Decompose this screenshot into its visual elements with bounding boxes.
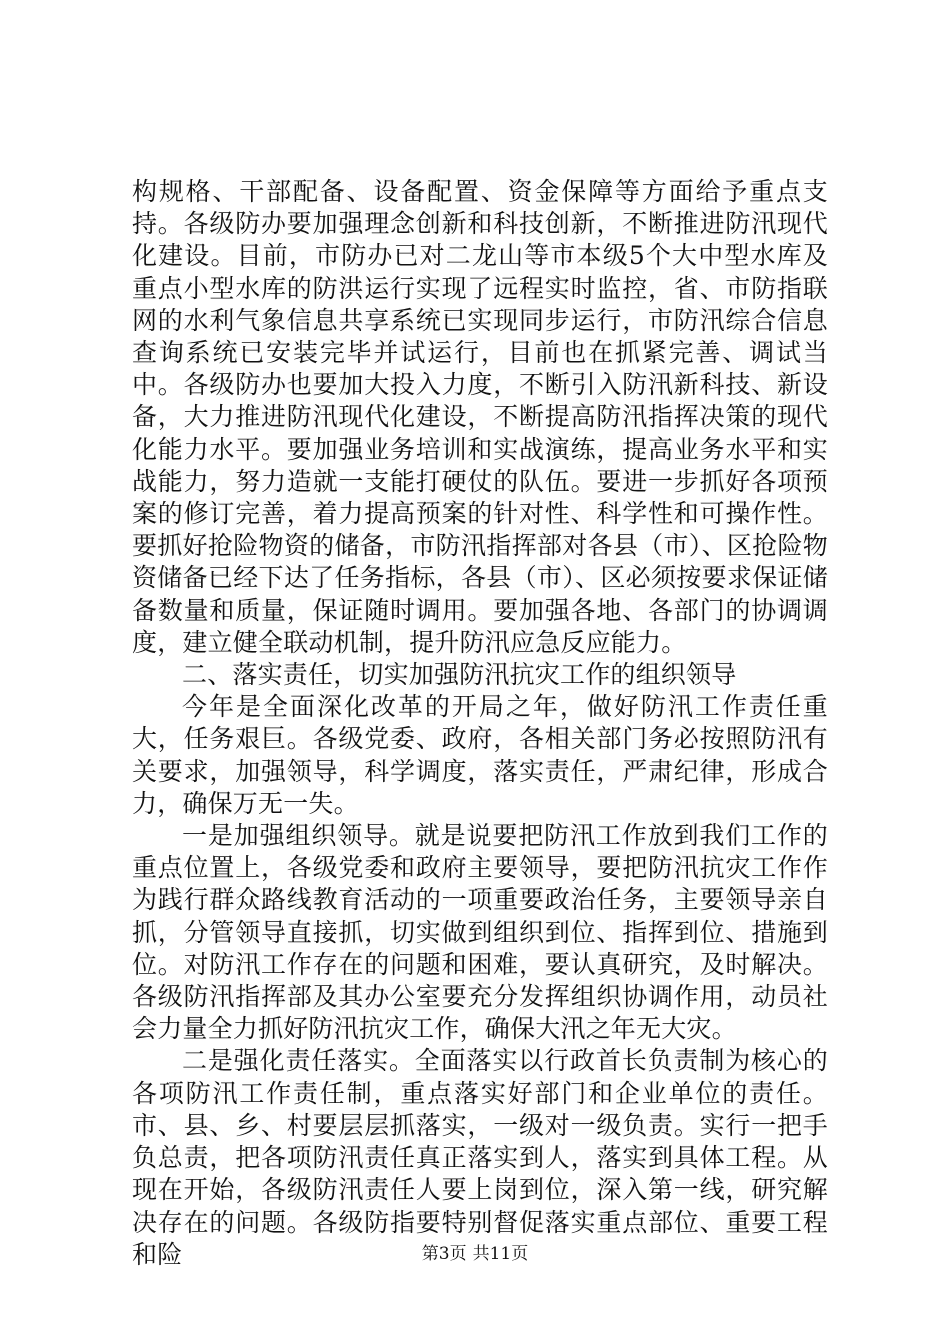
page-total: 共11页 bbox=[472, 1244, 529, 1264]
section-heading-2: 二、落实责任，切实加强防汛抗灾工作的组织领导 bbox=[182, 660, 737, 690]
page-footer bbox=[0, 1244, 950, 1264]
paragraph-4: 一是加强组织领导。就是说要把防汛工作放到我们工作的重点位置上，各级党委和政府主要领导，要把防汛抗灾工作作为践行群众路线教育活动的一项重要政治任务，主要领导亲自抓，分管领导直接抓，切实做到组织到位、指挥到位、措施到位。对防汛工作存在的问题和困难，要认真研究，及时解决。各级防汛指挥部及其办公室要充分发挥组织协调作用，动员社会力量全力抓好防汛抗灾工作，确保大汛之年无大灾。 bbox=[132, 821, 828, 1044]
paragraph-5: 二是强化责任落实。全面落实以行政首长负责制为核心的各项防汛工作责任制，重点落实好部门和企业单位的责任。市、县、乡、村要层层抓落实，一级对一级负责。实行一把手负总责，把各项防汛责任真正落实到人，落实到具体工程。从现在开始，各级防汛责任人要上岗到位，深入第一线，研究解决存在的问题。各级防指要特别督促落实重点部位、重要工程和险 bbox=[132, 1046, 828, 1269]
document-body bbox=[132, 176, 828, 1271]
page-number: 第3页 bbox=[421, 1244, 467, 1264]
paragraph-3: 今年是全面深化改革的开局之年，做好防汛工作责任重大，任务艰巨。各级党委、政府，各相关部门务必按照防汛有关要求，加强领导，科学调度，落实责任，严肃纪律，形成合力，确保万无一失。 bbox=[132, 692, 828, 818]
paragraph-1: 构规格、干部配备、设备配置、资金保障等方面给予重点支持。各级防办要加强理念创新和科技创新，不断推进防汛现代化建设。目前，市防办已对二龙山等市本级5个大中型水库及重点小型水库的防洪运行实现了远程实时监控，省、市防指联网的水利气象信息共享系统已实现同步运行，市防汛综合信息查询系统已安装完毕并试运行，目前也在抓紧完善、调试当中。各级防办也要加大投入力度，不断引入防汛新科技、新设备，大力推进防汛现代化建设，不断提高防汛指挥决策的现代化能力水平。要加强业务培训和实战演练，提高业务水平和实战能力，努力造就一支能打硬仗的队伍。要进一步抓好各项预案的修订完善，着力提高预案的针对性、科学性和可操作性。要抓好抢险物资的储备，市防汛指挥部对各县（市）、区抢险物资储备已经下达了任务指标，各县（市）、区必须按要求保证储备数量和质量，保证随时调用。要加强各地、各部门的协调调度，建立健全联动机制，提升防汛应急反应能力。 bbox=[132, 177, 828, 657]
